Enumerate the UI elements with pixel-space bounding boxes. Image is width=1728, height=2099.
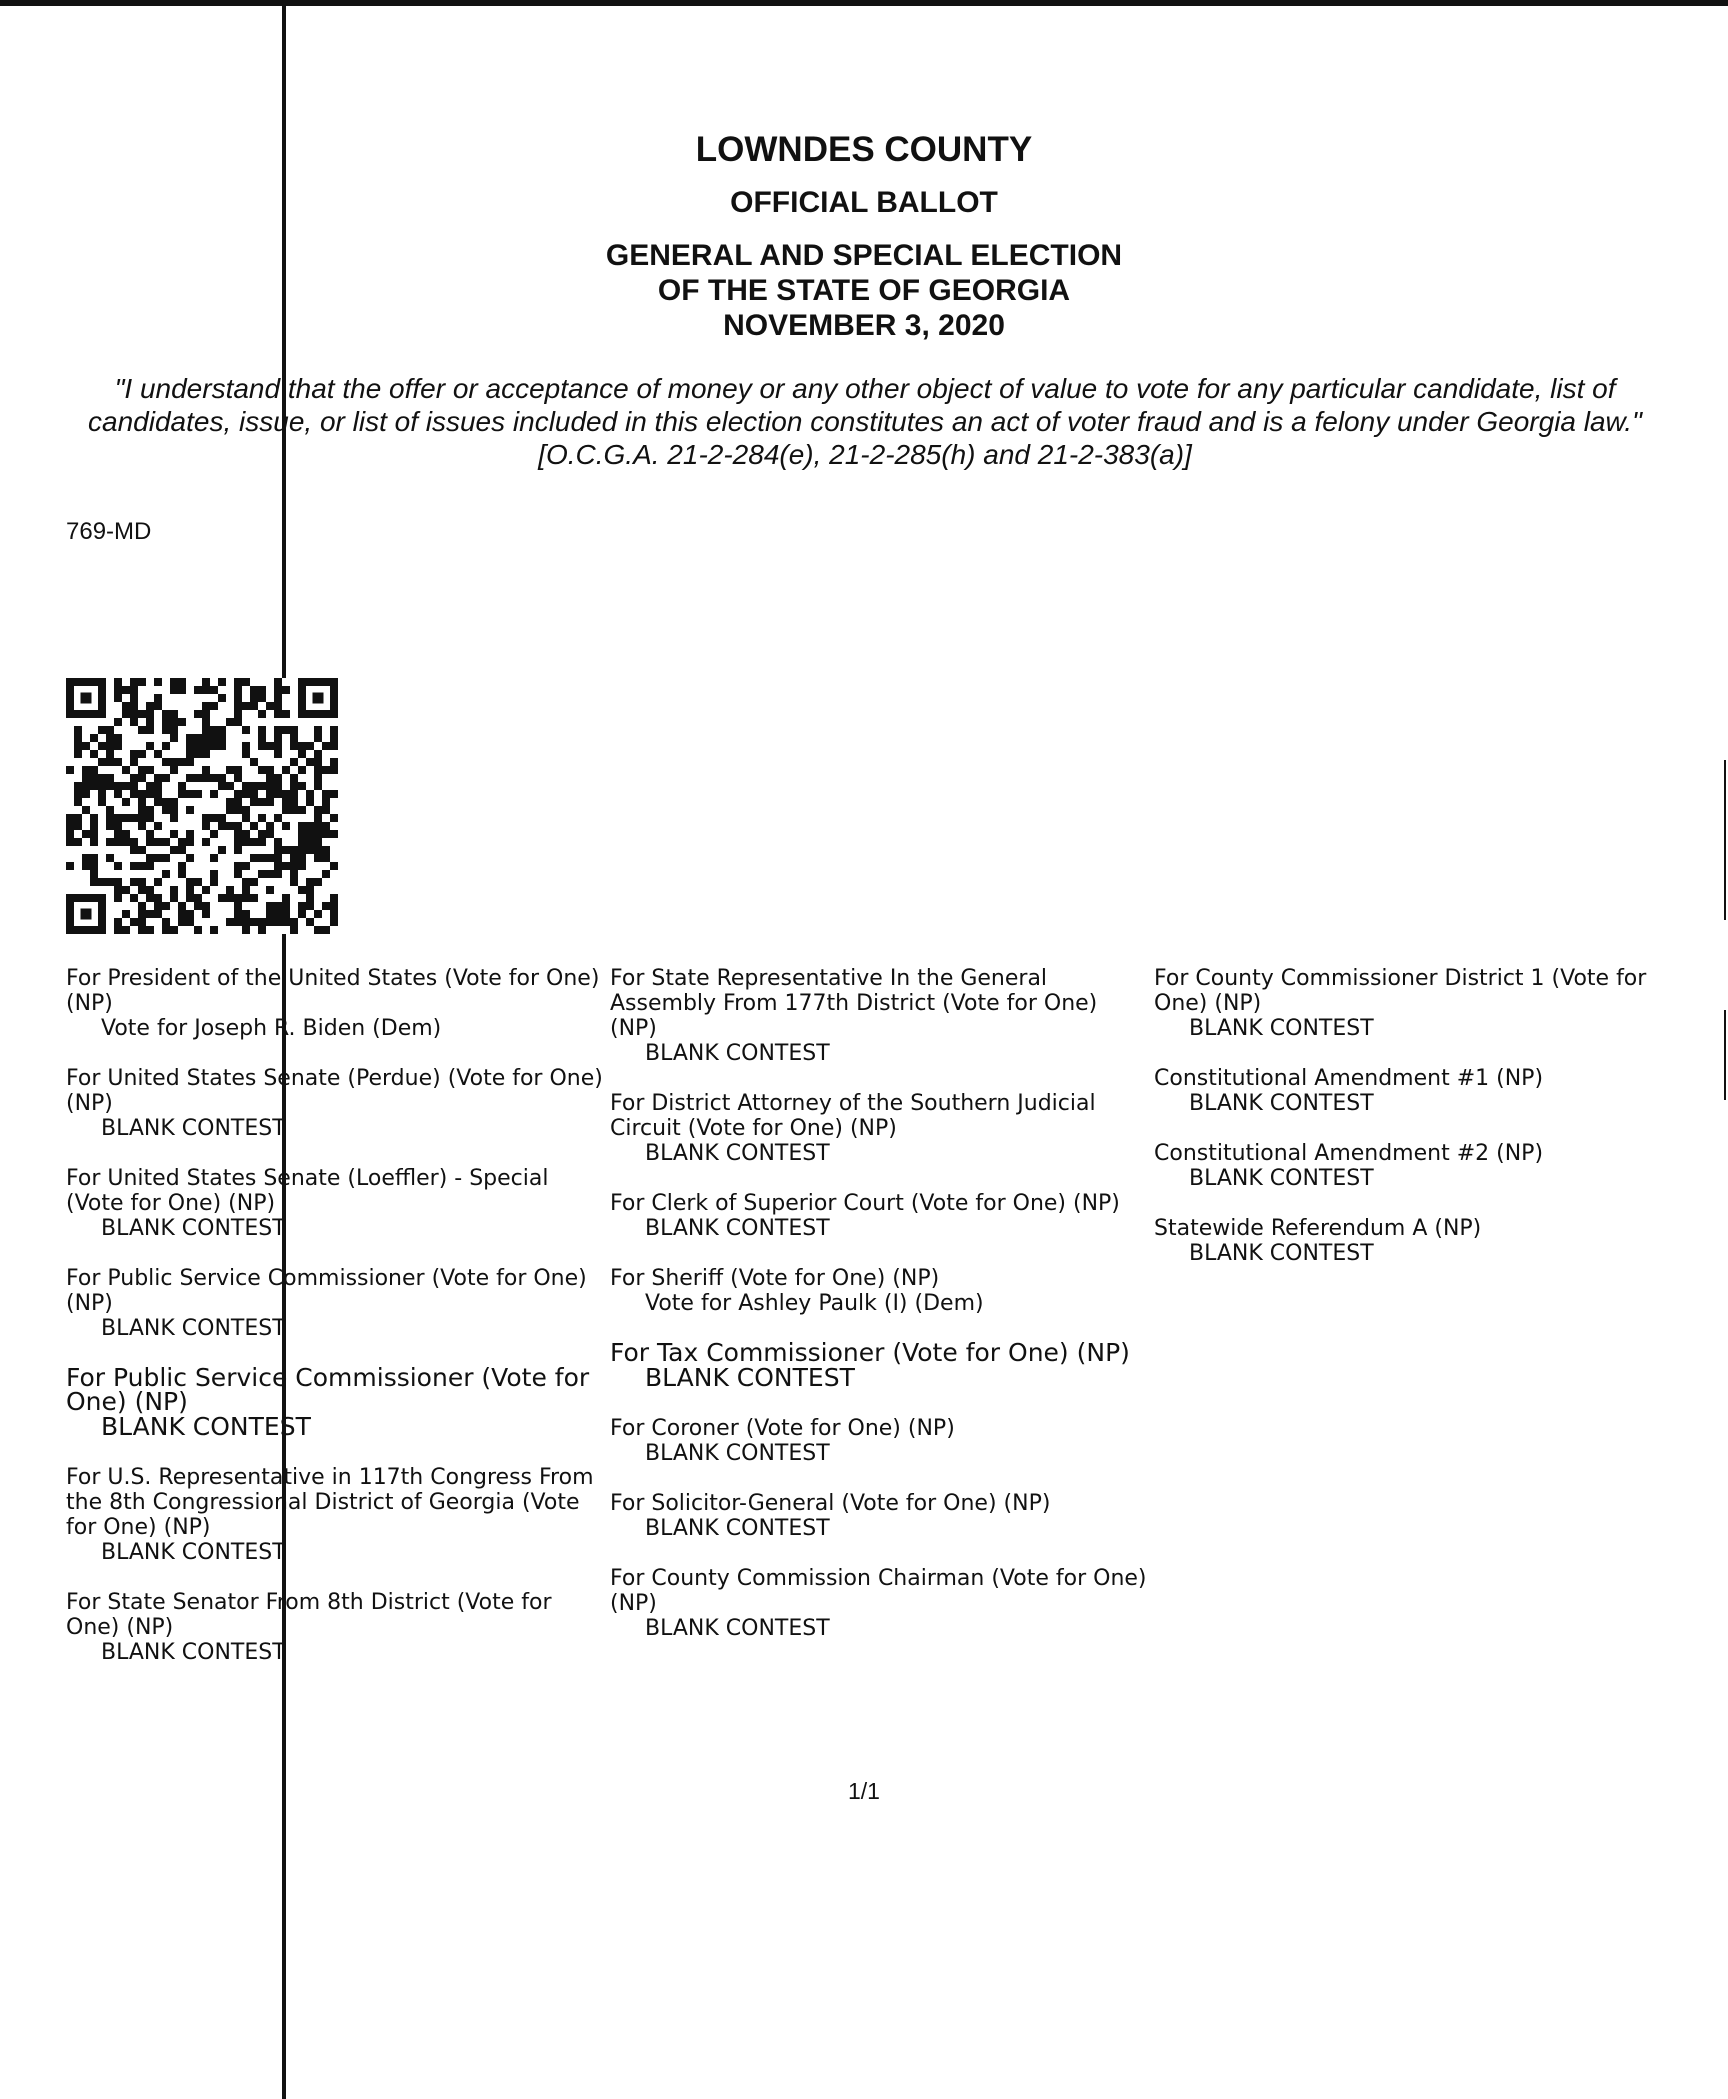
- contest-selection: BLANK CONTEST: [645, 1041, 830, 1066]
- contest-entry: [610, 1191, 1150, 1241]
- contest-selection: BLANK CONTEST: [101, 1216, 286, 1241]
- contest-title: Statewide Referendum A (NP): [1154, 1216, 1482, 1241]
- contest-entry: [66, 1590, 606, 1665]
- contest-title: For District Attorney of the Southern Judicial Circuit (Vote for One) (NP): [610, 1091, 1096, 1141]
- page-number: 1/1: [848, 1778, 880, 1804]
- contest-selection: BLANK CONTEST: [645, 1141, 830, 1166]
- contest-entry: [66, 1266, 606, 1341]
- contest-entry: [610, 1416, 1150, 1466]
- contest-entry: [610, 966, 1150, 1066]
- qr-code: [66, 678, 338, 934]
- contest-title: For State Senator From 8th District (Vote for One) (NP): [66, 1590, 552, 1640]
- contest-title: Constitutional Amendment #2 (NP): [1154, 1141, 1544, 1166]
- contest-title: For Tax Commissioner (Vote for One) (NP): [610, 1338, 1130, 1367]
- voter-fraud-oath: "I understand that the offer or acceptance of money or any other object of value to vote for any particular candidate, list of candidates, issue, or list of issues included in this election constitutes an act of voter fraud and is a felony under Georgia law." [O.C.G.A. 21-2-284(e), 21-2-285(h) and 21-2-383(a)]: [88, 373, 1642, 470]
- contest-selection: BLANK CONTEST: [101, 1412, 311, 1441]
- contest-title: For Coroner (Vote for One) (NP): [610, 1416, 955, 1441]
- contest-entry: [66, 1166, 606, 1241]
- contest-selection: Vote for Ashley Paulk (I) (Dem): [645, 1291, 984, 1316]
- contest-entry: [66, 1066, 606, 1141]
- contest-title: For Public Service Commissioner (Vote for One) (NP): [66, 1363, 590, 1416]
- contest-entry: [610, 1566, 1150, 1641]
- top-border: [0, 0, 1728, 6]
- contest-title: For Solicitor-General (Vote for One) (NP): [610, 1491, 1051, 1516]
- contest-title: For Clerk of Superior Court (Vote for One) (NP): [610, 1191, 1120, 1216]
- election-date: NOVEMBER 3, 2020: [723, 309, 1005, 342]
- contest-selection: BLANK CONTEST: [645, 1216, 830, 1241]
- contest-column-3: [1154, 966, 1674, 1291]
- contest-title: For County Commission Chairman (Vote for One) (NP): [610, 1566, 1147, 1616]
- edge-mark: [1724, 1010, 1726, 1100]
- contest-selection: BLANK CONTEST: [1189, 1016, 1374, 1041]
- contest-selection: BLANK CONTEST: [645, 1616, 830, 1641]
- election-title-line-2: OF THE STATE OF GEORGIA: [657, 274, 1071, 307]
- contest-column-2: [610, 966, 1150, 1666]
- edge-mark: [1724, 760, 1726, 920]
- contest-title: For President of the United States (Vote for One) (NP): [66, 966, 600, 1016]
- contest-title: For County Commissioner District 1 (Vote for One) (NP): [1154, 966, 1647, 1016]
- contest-selection: BLANK CONTEST: [1189, 1241, 1374, 1266]
- contest-title: For United States Senate (Loeffler) - Special (Vote for One) (NP): [66, 1166, 549, 1216]
- contest-entry: [610, 1266, 1150, 1316]
- contest-title: For U.S. Representative in 117th Congress From the 8th Congressional District of Georgia (Vote for One) (NP): [66, 1465, 594, 1540]
- contest-selection: BLANK CONTEST: [645, 1441, 830, 1466]
- contest-entry: [610, 1491, 1150, 1541]
- election-title-line-1: GENERAL AND SPECIAL ELECTION: [605, 239, 1123, 272]
- ballot-style-code: 769-MD: [66, 518, 152, 545]
- ballot-header: [0, 130, 1728, 343]
- county-title: LOWNDES COUNTY: [695, 130, 1033, 169]
- contest-title: For United States Senate (Perdue) (Vote for One) (NP): [66, 1066, 603, 1116]
- contest-selection: Vote for Joseph R. Biden (Dem): [101, 1016, 442, 1041]
- contest-title: For Sheriff (Vote for One) (NP): [610, 1266, 940, 1291]
- contest-entry: [1154, 1141, 1674, 1191]
- contest-selection: BLANK CONTEST: [1189, 1166, 1374, 1191]
- contest-entry: [66, 1363, 606, 1441]
- contest-entry: [1154, 966, 1674, 1041]
- contest-entry: [1154, 1066, 1674, 1116]
- contest-selection: BLANK CONTEST: [1189, 1091, 1374, 1116]
- contest-title: For Public Service Commissioner (Vote for One) (NP): [66, 1266, 587, 1316]
- contest-entry: [610, 1338, 1150, 1392]
- contest-selection: BLANK CONTEST: [101, 1116, 286, 1141]
- contest-entry: [66, 1465, 606, 1565]
- contest-selection: BLANK CONTEST: [101, 1316, 286, 1341]
- contest-selection: BLANK CONTEST: [101, 1540, 286, 1565]
- contest-selection: BLANK CONTEST: [101, 1640, 286, 1665]
- contest-title: For State Representative In the General Assembly From 177th District (Vote for One) (NP): [610, 966, 1098, 1041]
- ballot-type: OFFICIAL BALLOT: [730, 186, 998, 219]
- contest-selection: BLANK CONTEST: [645, 1363, 855, 1392]
- contest-selection: BLANK CONTEST: [645, 1516, 830, 1541]
- contest-entry: [610, 1091, 1150, 1166]
- contest-entry: [66, 966, 606, 1041]
- contest-entry: [1154, 1216, 1674, 1266]
- contest-title: Constitutional Amendment #1 (NP): [1154, 1066, 1544, 1091]
- contest-column-1: [66, 966, 606, 1690]
